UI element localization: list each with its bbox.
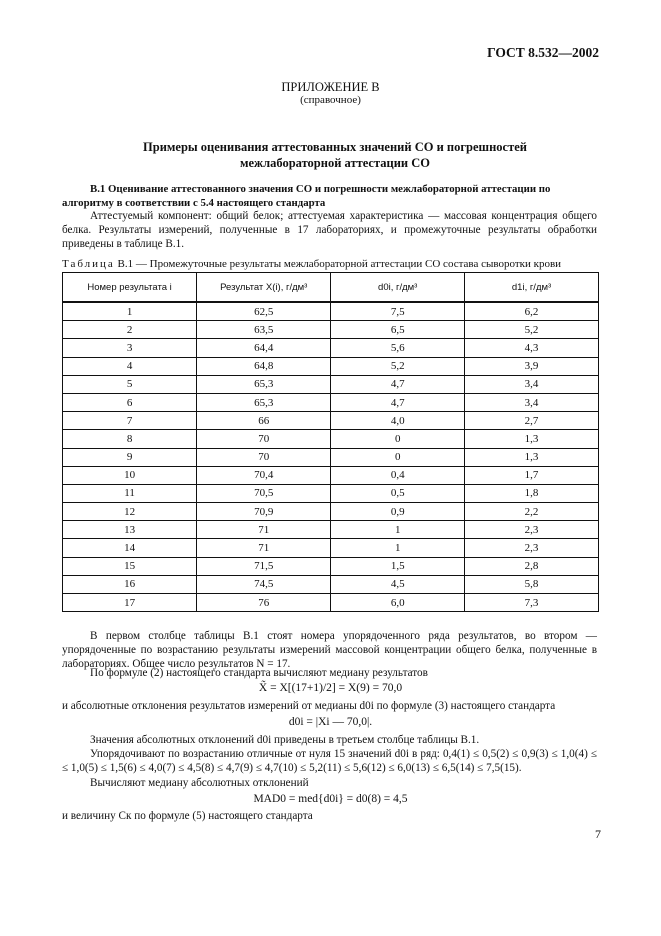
table-cell: 0,5 xyxy=(331,484,465,502)
table-cell: 63,5 xyxy=(197,321,331,339)
table-caption xyxy=(62,258,602,270)
table-cell: 71 xyxy=(197,521,331,539)
table-cell: 14 xyxy=(63,539,197,557)
table-cell: 4,7 xyxy=(331,393,465,411)
table-cell: 70,9 xyxy=(197,503,331,521)
table-row xyxy=(63,503,599,521)
table-header-cell: Номер результата i xyxy=(63,273,197,303)
table-caption-text: В.1 — Промежуточные результаты межлабораторной аттестации СО состава сыворотки крови xyxy=(117,258,562,270)
table-cell: 8 xyxy=(63,430,197,448)
table-cell: 5 xyxy=(63,375,197,393)
table-row xyxy=(63,357,599,375)
table-row xyxy=(63,448,599,466)
table-cell: 76 xyxy=(197,594,331,612)
table-cell: 2,8 xyxy=(465,557,599,575)
formula-median: X̃ = X[(17+1)/2] = X(9) = 70,0 xyxy=(258,682,403,694)
table-header-cell: d1i, г/дм³ xyxy=(465,273,599,303)
table-cell: 5,6 xyxy=(331,339,465,357)
table-cell: 1 xyxy=(63,302,197,321)
table-cell: 0 xyxy=(331,430,465,448)
table-row xyxy=(63,321,599,339)
table-cell: 1 xyxy=(331,521,465,539)
table-cell: 1,5 xyxy=(331,557,465,575)
table-cell: 70 xyxy=(197,430,331,448)
table-cell: 2 xyxy=(63,321,197,339)
table-row xyxy=(63,466,599,484)
table-cell: 4,3 xyxy=(465,339,599,357)
page-number: 7 xyxy=(595,827,601,841)
table-cell: 70,4 xyxy=(197,466,331,484)
results-table xyxy=(62,272,599,612)
table-cell: 10 xyxy=(63,466,197,484)
appendix-title: ПРИЛОЖЕНИЕ В xyxy=(281,80,380,94)
table-cell: 2,2 xyxy=(465,503,599,521)
table-header-cell: Результат X(i), г/дм³ xyxy=(197,273,331,303)
table-cell: 2,7 xyxy=(465,412,599,430)
table-cell: 1,3 xyxy=(465,448,599,466)
table-row xyxy=(63,412,599,430)
table-row xyxy=(63,594,599,612)
table-cell: 64,4 xyxy=(197,339,331,357)
table-cell: 0,4 xyxy=(331,466,465,484)
table-cell: 6 xyxy=(63,393,197,411)
table-caption-label: Таблица xyxy=(62,258,115,270)
table-row xyxy=(63,430,599,448)
formula-deviation: d0i = |Xi — 70,0|. xyxy=(288,716,373,728)
table-cell: 12 xyxy=(63,503,197,521)
paragraph-deviation-intro: и абсолютные отклонения результатов измерений от медианы d0i по формуле (3) настоящего стандарта xyxy=(62,700,556,712)
table-row xyxy=(63,557,599,575)
paragraph-mad-intro: Вычисляют медиану абсолютных отклонений xyxy=(90,777,309,789)
table-cell: 4,5 xyxy=(331,575,465,593)
table-cell: 2,3 xyxy=(465,521,599,539)
table-cell: 1 xyxy=(331,539,465,557)
table-cell: 1,3 xyxy=(465,430,599,448)
table-row xyxy=(63,339,599,357)
table-cell: 66 xyxy=(197,412,331,430)
table-row xyxy=(63,539,599,557)
paragraph-ck-intro: и величину Cк по формуле (5) настоящего стандарта xyxy=(62,810,313,822)
paragraph-median-intro: По формуле (2) настоящего стандарта вычисляют медиану результатов xyxy=(90,667,428,679)
table-row xyxy=(63,575,599,593)
intro-paragraph: Аттестуемый компонент: общий белок; аттестуемая характеристика — массовая концентрация общего белка. Результаты измерений, полученные в 17 лабораториях, и промежуточные результаты обработки приведены в таблице В.1. xyxy=(62,210,597,250)
table-cell: 17 xyxy=(63,594,197,612)
table-cell: 3,9 xyxy=(465,357,599,375)
table-row xyxy=(63,302,599,321)
subsection-heading: В.1 Оценивание аттестованного значения СО и погрешности межлабораторной аттестации по алгоритму в соответствии с 5.4 настоящего стандарта xyxy=(62,183,551,209)
table-cell: 5,8 xyxy=(465,575,599,593)
table-cell: 3,4 xyxy=(465,375,599,393)
table-cell: 71,5 xyxy=(197,557,331,575)
table-cell: 0 xyxy=(331,448,465,466)
table-cell: 16 xyxy=(63,575,197,593)
table-row xyxy=(63,484,599,502)
table-cell: 4,0 xyxy=(331,412,465,430)
table-cell: 11 xyxy=(63,484,197,502)
table-row xyxy=(63,521,599,539)
table-header-cell: d0i, г/дм³ xyxy=(331,273,465,303)
table-cell: 65,3 xyxy=(197,393,331,411)
paragraph-ordering: Упорядочивают по возрастанию отличные от нуля 15 значений d0i в ряд: 0,4(1) ≤ 0,5(2) ≤ 0,9(3) ≤ 1,0(4) ≤ ≤ 1,0(5) ≤ 1,5(6) ≤ 4,0(7) ≤ 4,5(8) ≤ 4,7(9) ≤ 4,7(10) ≤ 5,2(11) ≤ 5,6(12) ≤ 6,0(13) ≤ 6,5(14) ≤ 7,5(15). xyxy=(62,748,597,774)
table-cell: 6,5 xyxy=(331,321,465,339)
section-heading: Примеры оценивания аттестованных значений СО и погрешностей межлабораторной аттестации СО xyxy=(143,140,527,170)
table-row xyxy=(63,393,599,411)
table-cell: 70,5 xyxy=(197,484,331,502)
table-cell: 64,8 xyxy=(197,357,331,375)
table-cell: 62,5 xyxy=(197,302,331,321)
paragraph-table-explanation: В первом столбце таблицы В.1 стоят номера упорядоченного ряда результатов, во втором — упорядоченные по возрастанию результаты измерений массовой концентрации общего белка, полученные в лабораториях. Общее число результатов N = 17. xyxy=(62,630,597,670)
table-cell: 2,3 xyxy=(465,539,599,557)
table-cell: 7,3 xyxy=(465,594,599,612)
table-cell: 74,5 xyxy=(197,575,331,593)
table-cell: 6,0 xyxy=(331,594,465,612)
table-cell: 0,9 xyxy=(331,503,465,521)
table-cell: 6,2 xyxy=(465,302,599,321)
table-cell: 4,7 xyxy=(331,375,465,393)
table-cell: 3,4 xyxy=(465,393,599,411)
table-cell: 5,2 xyxy=(331,357,465,375)
paragraph-deviation-values: Значения абсолютных отклонений d0i приведены в третьем столбце таблицы В.1. xyxy=(90,734,480,746)
table-cell: 13 xyxy=(63,521,197,539)
appendix-subtitle: (справочное) xyxy=(300,94,361,106)
table-cell: 1,8 xyxy=(465,484,599,502)
standard-number: ГОСТ 8.532—2002 xyxy=(487,45,599,60)
table-cell: 65,3 xyxy=(197,375,331,393)
table-row xyxy=(63,375,599,393)
table-cell: 4 xyxy=(63,357,197,375)
table-cell: 1,7 xyxy=(465,466,599,484)
table-cell: 5,2 xyxy=(465,321,599,339)
formula-mad: MAD0 = med{d0i} = d0(8) = 4,5 xyxy=(253,793,408,805)
table-cell: 70 xyxy=(197,448,331,466)
table-cell: 7 xyxy=(63,412,197,430)
table-cell: 15 xyxy=(63,557,197,575)
table-cell: 71 xyxy=(197,539,331,557)
table-cell: 9 xyxy=(63,448,197,466)
table-body xyxy=(63,302,599,612)
table-cell: 3 xyxy=(63,339,197,357)
table-cell: 7,5 xyxy=(331,302,465,321)
